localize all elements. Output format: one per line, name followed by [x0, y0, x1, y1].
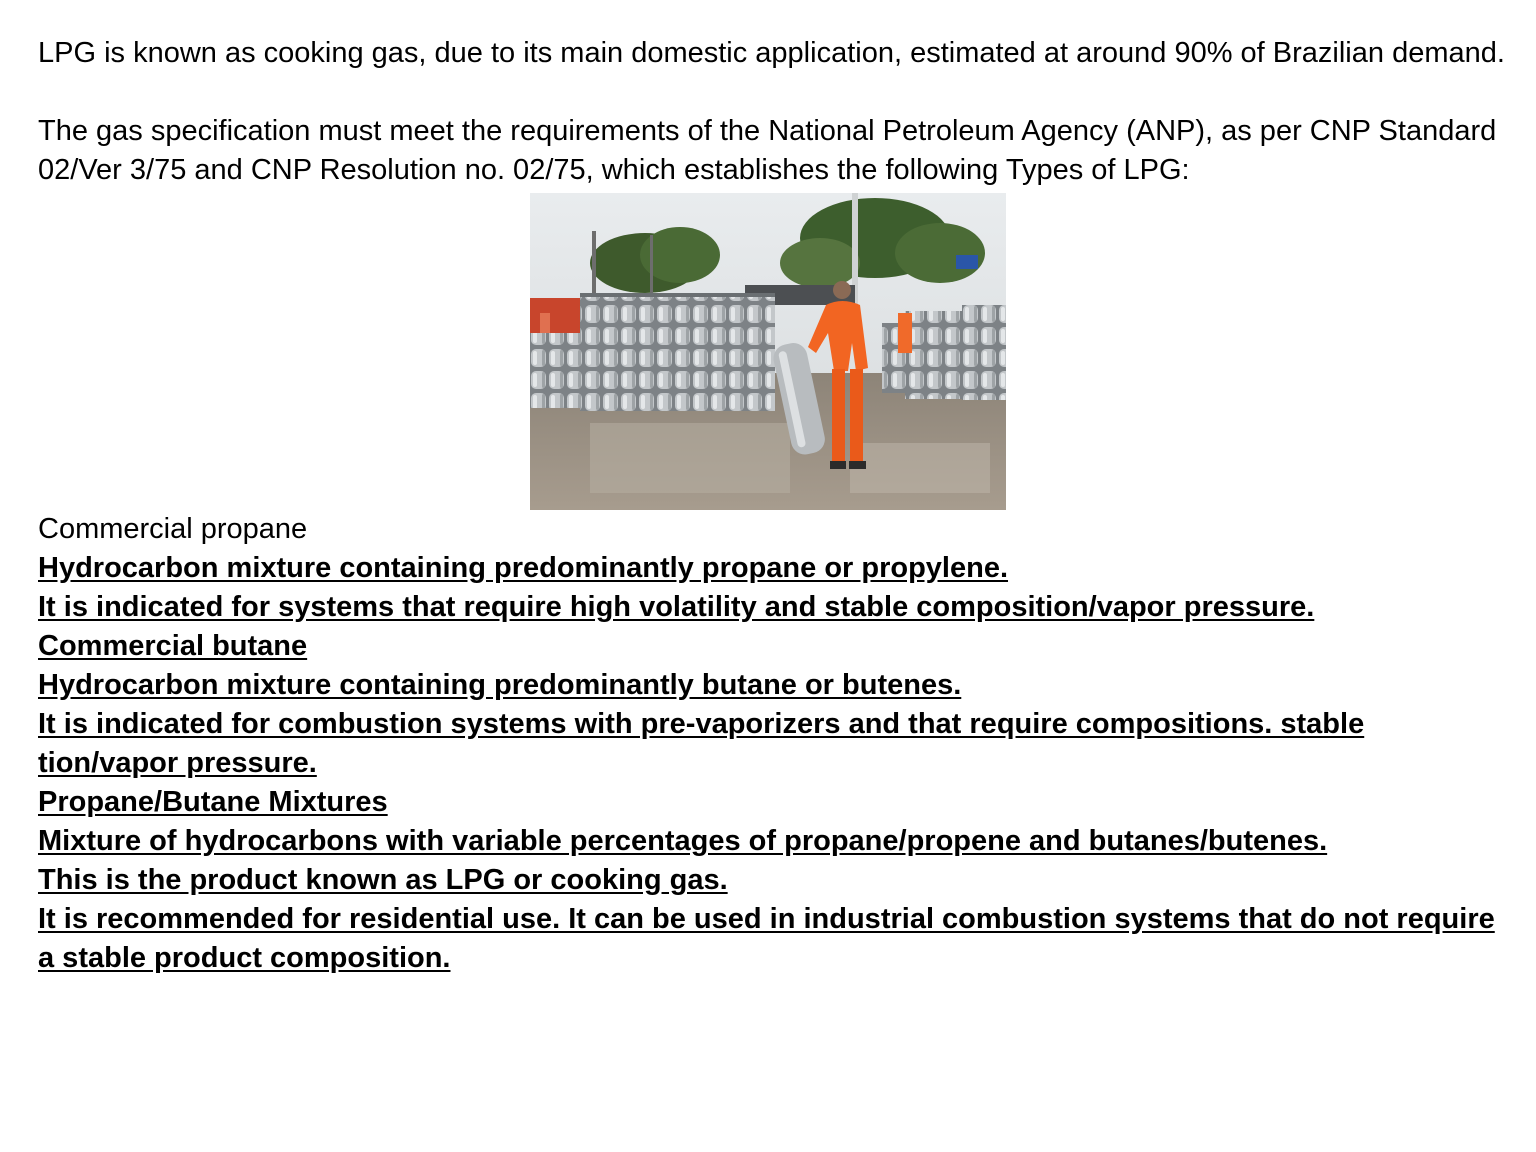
list-item: Propane/Butane Mixtures [38, 786, 388, 818]
list-item: This is the product known as LPG or cooking gas. [38, 864, 728, 896]
photo-illustration [530, 193, 1006, 510]
list-item: It is recommended for residential use. It can be used in industrial combustion systems that do not require a stable product composition. [38, 903, 1495, 974]
list-item: Hydrocarbon mixture containing predominantly propane or propylene. [38, 552, 1009, 584]
intro-paragraph-2: The gas specification must meet the requirements of the National Petroleum Agency (ANP), as per CNP Standard 02/Ver 3/75 and CNP Resolution no. 02/75, which establishes the following Types of LPG: [38, 115, 1497, 186]
list-item: It is indicated for systems that require high volatility and stable composition/vapor pressure. [38, 591, 1315, 623]
document-page [38, 34, 1508, 978]
lpg-types-list [38, 549, 1508, 978]
paragraph-spacer [38, 73, 1508, 112]
lpg-cylinders-photo [530, 193, 1006, 510]
list-item: It is indicated for combustion systems with pre-vaporizers and that require compositions. stable tion/vapor pressure. [38, 708, 1365, 779]
list-item: Mixture of hydrocarbons with variable percentages of propane/propene and butanes/butenes. [38, 825, 1328, 857]
section-heading: Commercial propane [38, 513, 308, 545]
list-item: Hydrocarbon mixture containing predominantly butane or butenes. [38, 669, 962, 701]
list-item: Commercial butane [38, 630, 308, 662]
intro-paragraph-1: LPG is known as cooking gas, due to its main domestic application, estimated at around 90% of Brazilian demand. [38, 37, 1505, 69]
